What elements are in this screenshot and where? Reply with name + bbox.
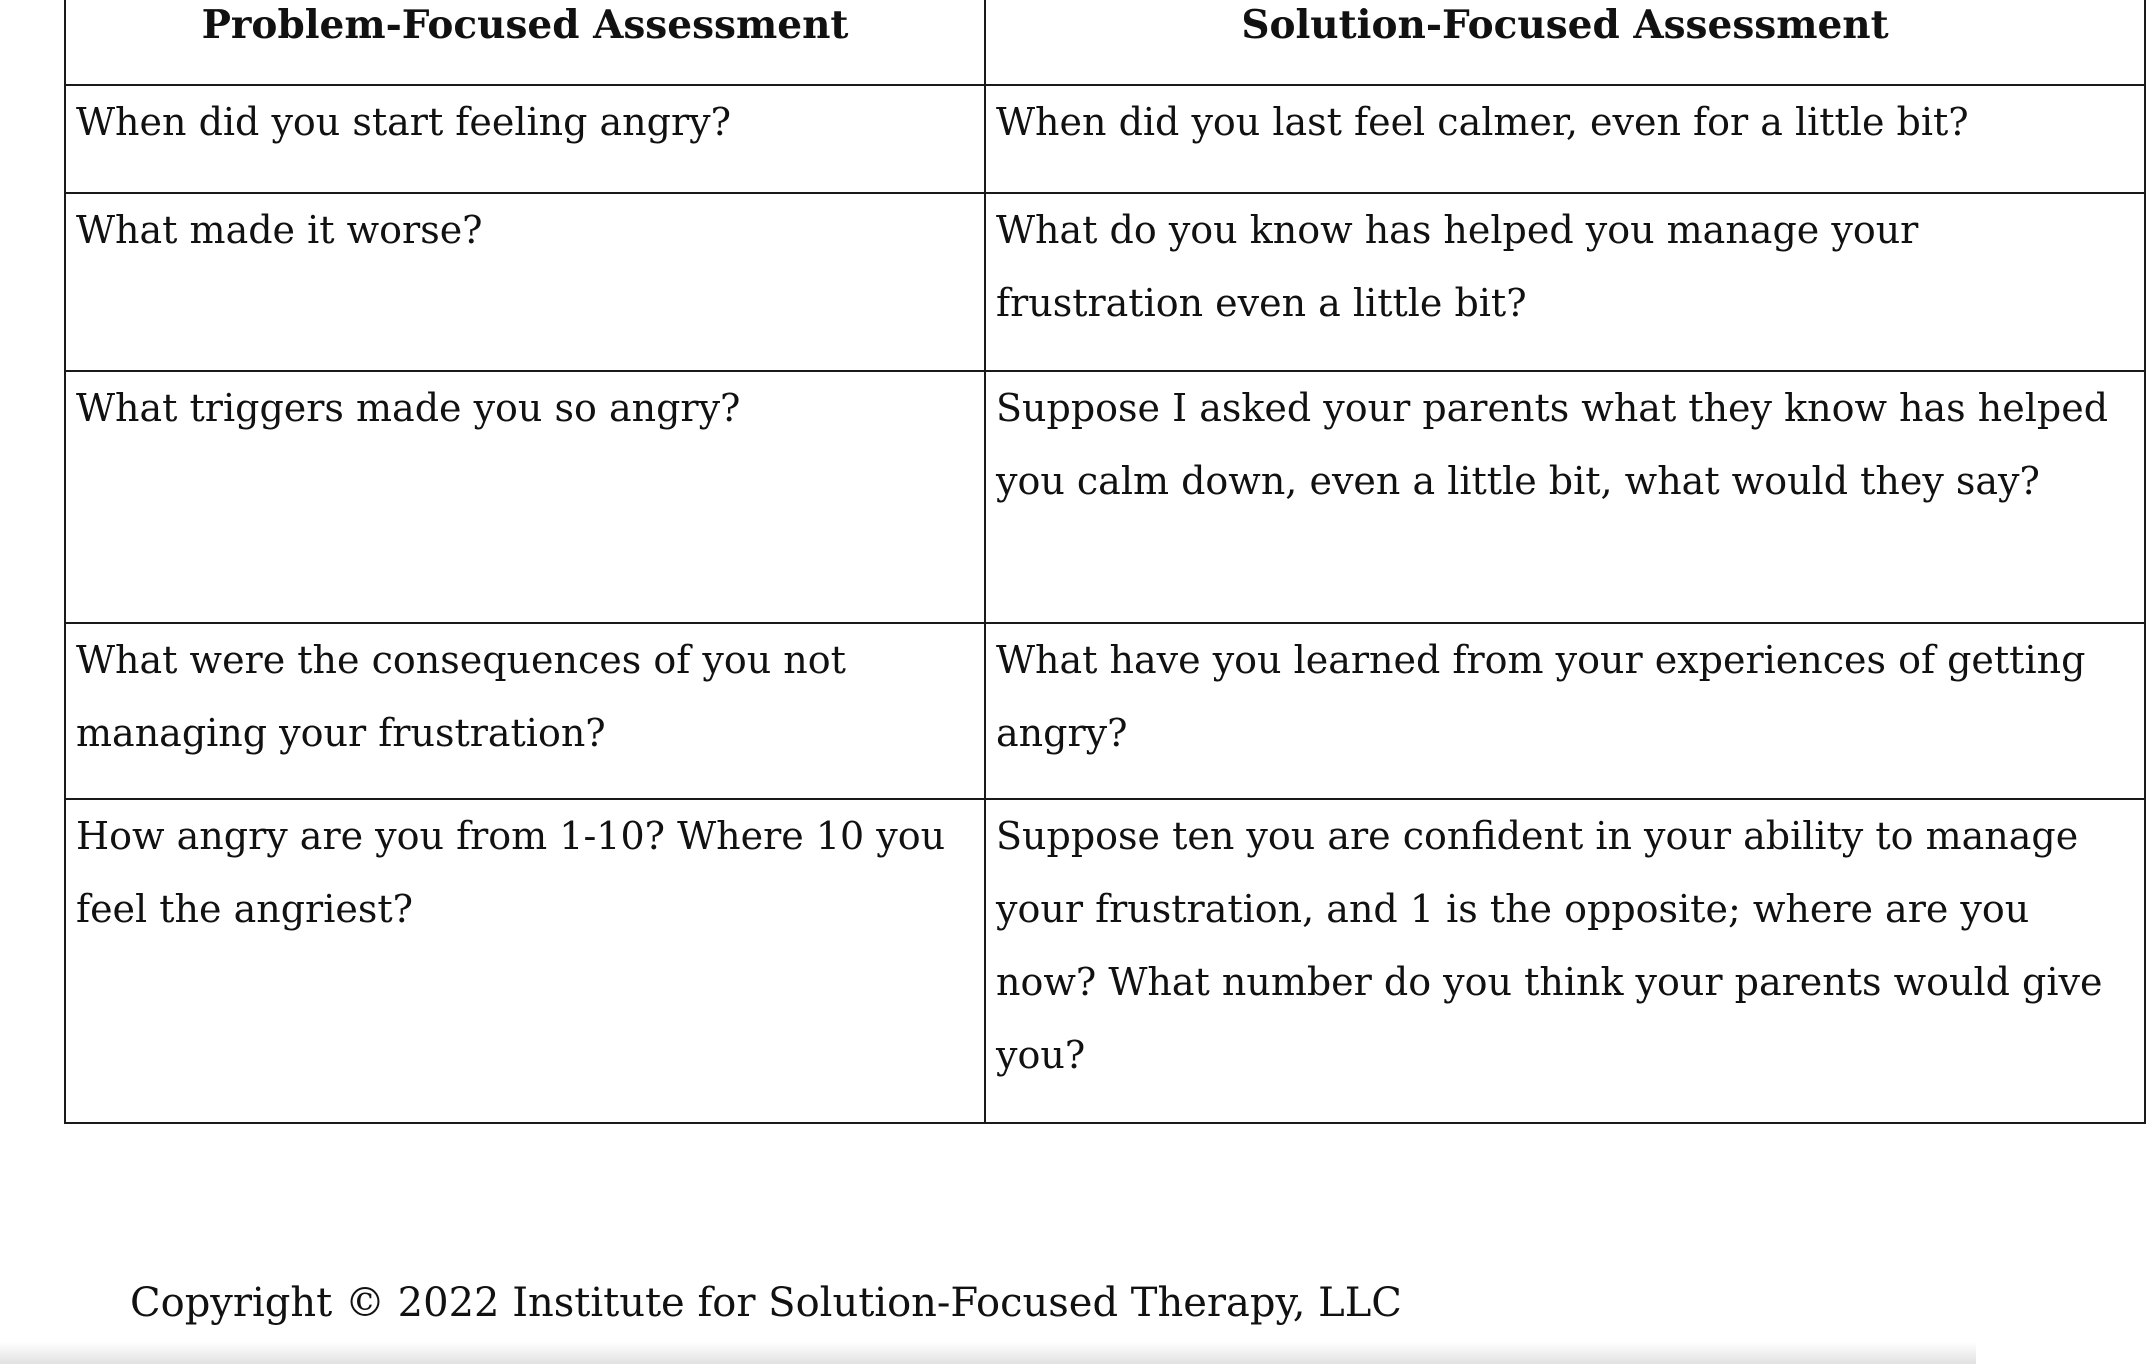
table-row bbox=[65, 193, 2145, 371]
cell-text: What do you know has helped you manage your frustration even a little bit? bbox=[996, 208, 1919, 325]
table-row bbox=[65, 799, 2145, 1123]
solution-question bbox=[985, 799, 2145, 1123]
assessment-table-wrapper bbox=[64, 0, 2109, 1124]
cell-text: How angry are you from 1-10? Where 10 you feel the angriest? bbox=[76, 814, 946, 931]
cell-text: What have you learned from your experiences of getting angry? bbox=[996, 638, 2086, 755]
header-solution-focused: Solution-Focused Assessment bbox=[985, 0, 2145, 85]
cell-text: What were the consequences of you not managing your frustration? bbox=[76, 638, 846, 755]
copyright-notice: Copyright © 2022 Institute for Solution-Focused Therapy, LLC bbox=[130, 1280, 1402, 1326]
cell-text: What made it worse? bbox=[76, 208, 483, 252]
cell-text: Suppose I asked your parents what they know has helped you calm down, even a little bit, what would they say? bbox=[996, 386, 2109, 503]
problem-question bbox=[65, 193, 985, 371]
table-row bbox=[65, 371, 2145, 623]
cell-text: When did you last feel calmer, even for a little bit? bbox=[996, 100, 1969, 144]
cell-text: What triggers made you so angry? bbox=[76, 386, 741, 430]
problem-question bbox=[65, 799, 985, 1123]
assessment-comparison-table bbox=[64, 0, 2146, 1124]
bottom-edge-shadow bbox=[0, 1342, 1976, 1364]
solution-question bbox=[985, 371, 2145, 623]
table-header-row bbox=[65, 0, 2145, 85]
problem-question bbox=[65, 85, 985, 193]
solution-question bbox=[985, 623, 2145, 799]
solution-question bbox=[985, 193, 2145, 371]
header-problem-focused: Problem-Focused Assessment bbox=[65, 0, 985, 85]
cell-text: Suppose ten you are confident in your ability to manage your frustration, and 1 is the opposite; where are you now? What number do you think your parents would give you? bbox=[996, 814, 2103, 1077]
table-row bbox=[65, 85, 2145, 193]
problem-question bbox=[65, 371, 985, 623]
table-row bbox=[65, 623, 2145, 799]
solution-question bbox=[985, 85, 2145, 193]
problem-question bbox=[65, 623, 985, 799]
cell-text: When did you start feeling angry? bbox=[76, 100, 731, 144]
